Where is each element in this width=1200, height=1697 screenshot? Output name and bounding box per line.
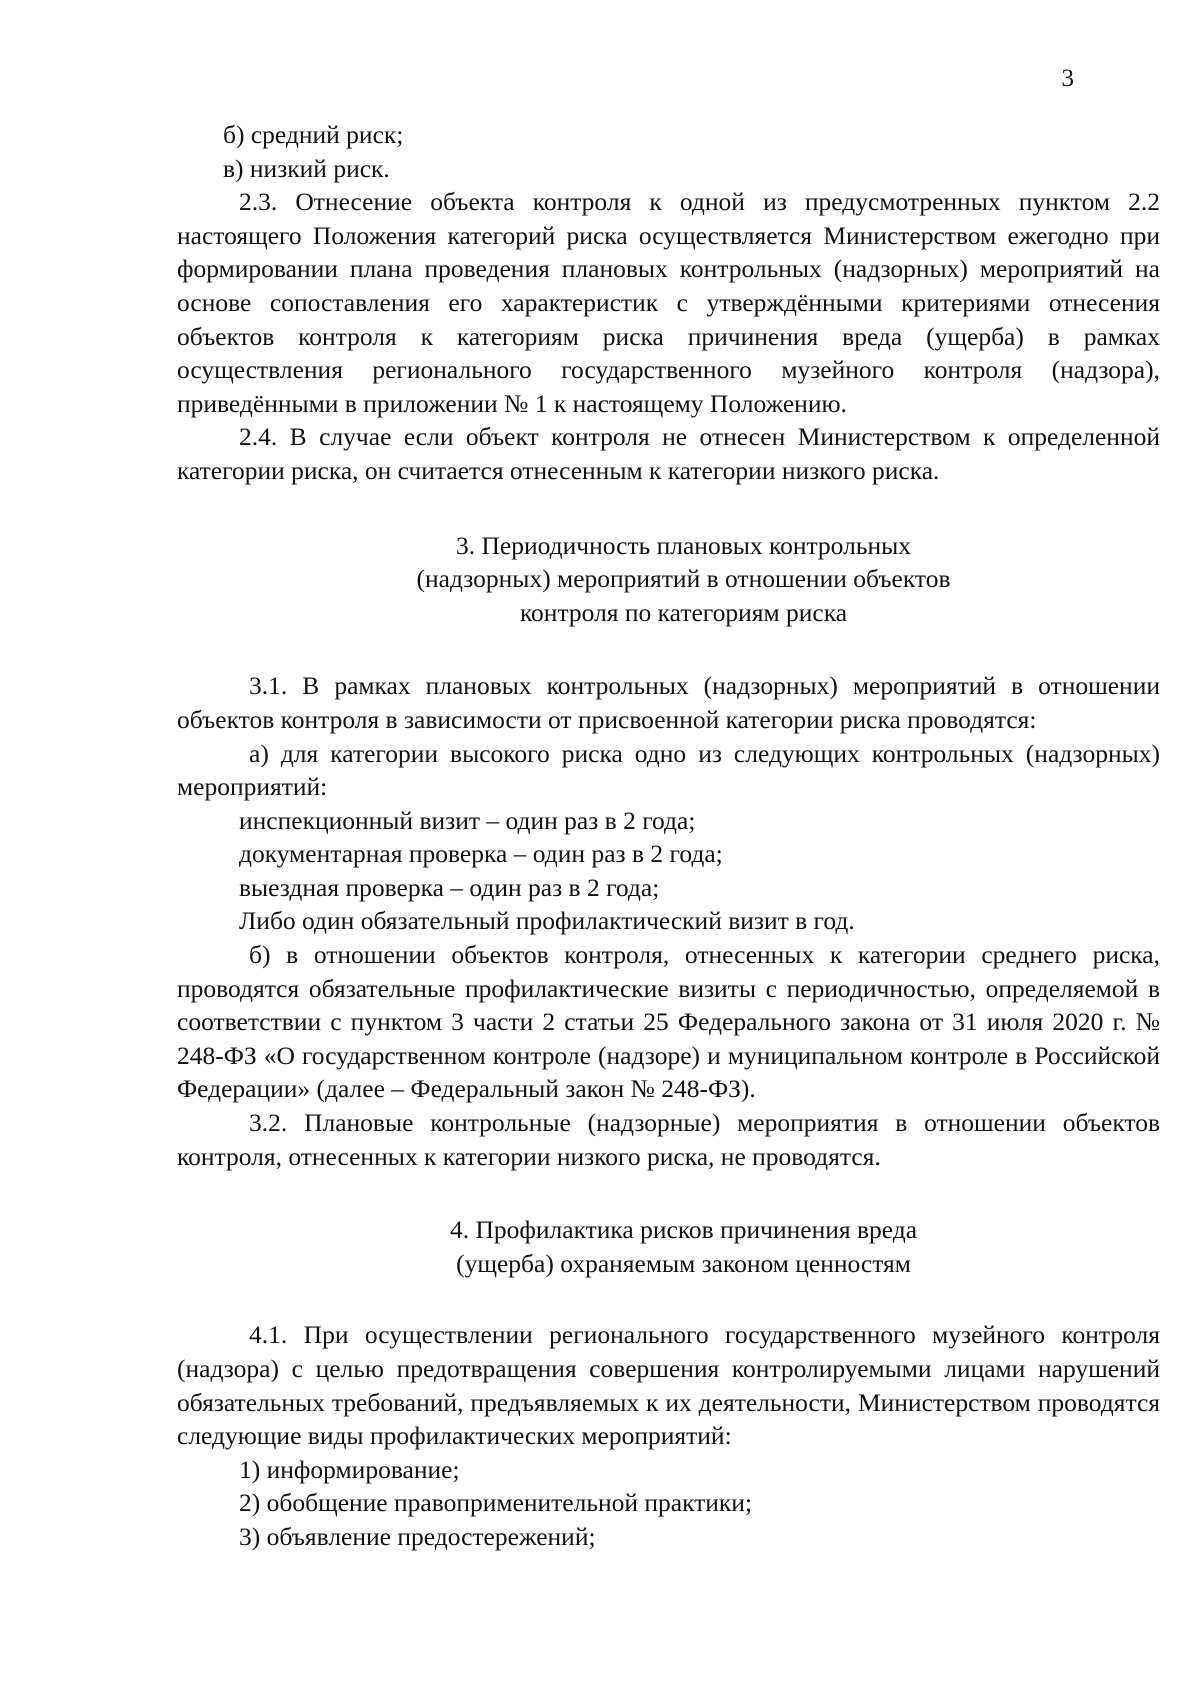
paragraph-3-1-b: б) в отношении объектов контроля, отнесенных к категории среднего риска, проводятся обязательные профилактические визиты с периодичностью, определяемой в соответствии с пунктом 3 части 2 статьи 25 Федерального закона от 31 июля 2020 г. № 248-ФЗ «О государственном контроле (надзоре) и муниципальном контроле в Российской Федерации» (далее – Федеральный закон № 248-ФЗ). bbox=[177, 940, 1160, 1104]
paragraph-4-1: 4.1. При осуществлении регионального государственного музейного контроля (надзора) с целью предотвращения совершения контролируемыми лицами нарушений обязательных требований, предъявляемых к их деятельности, Министерством проводятся следующие виды профилактических мероприятий: bbox=[177, 1320, 1160, 1451]
section-4-heading-line-1: 4. Профилактика рисков причинения вреда bbox=[449, 1215, 918, 1245]
list-item-field-check: выездная проверка – один раз в 2 года; bbox=[239, 872, 660, 902]
risk-item-medium: б) средний риск; bbox=[223, 120, 404, 149]
list-item-practice-summary: 2) обобщение правоприменительной практики; bbox=[239, 1488, 753, 1518]
section-3-heading-line-2: (надзорных) мероприятий в отношении объектов bbox=[416, 564, 951, 594]
list-item-informing: 1) информирование; bbox=[239, 1454, 460, 1484]
paragraph-2-3: 2.3. Отнесение объекта контроля к одной из предусмотренных пунктом 2.2 настоящего Положения категорий риска осуществляется Министерством ежегодно при формировании плана проведения плановых контрольных (надзорных) мероприятий на основе сопоставления его характеристик с утверждёнными критериями отнесения объектов контроля к категориям риска причинения вреда (ущерба) в рамках осуществления регионального государственного музейного контроля (надзора), приведёнными в приложении № 1 к настоящему Положению. bbox=[177, 187, 1160, 418]
page-number: 3 bbox=[1061, 65, 1074, 92]
list-item-warnings: 3) объявление предостережений; bbox=[239, 1521, 596, 1551]
list-item-documentary-check: документарная проверка – один раз в 2 года; bbox=[239, 839, 723, 869]
paragraph-2-4: 2.4. В случае если объект контроля не отнесен Министерством к определенной категории риска, он считается отнесенным к категории низкого риска. bbox=[177, 422, 1160, 485]
section-3-heading bbox=[177, 529, 1160, 630]
section-3-heading-line-3: контроля по категориям риска bbox=[519, 597, 848, 627]
document-body bbox=[177, 118, 1160, 1554]
list-item-prophylactic-visit: Либо один обязательный профилактический визит в год. bbox=[239, 906, 855, 936]
section-4-heading bbox=[177, 1213, 1160, 1280]
paragraph-3-1-a: а) для категории высокого риска одно из следующих контрольных (надзорных) мероприятий: bbox=[177, 738, 1160, 802]
list-item-inspection-visit: инспекционный визит – один раз в 2 года; bbox=[239, 805, 696, 835]
paragraph-3-1: 3.1. В рамках плановых контрольных (надзорных) мероприятий в отношении объектов контроля в зависимости от присвоенной категории риска проводятся: bbox=[177, 671, 1160, 734]
section-4-heading-line-2: (ущерба) охраняемым законом ценностям bbox=[456, 1248, 911, 1278]
paragraph-3-2: 3.2. Плановые контрольные (надзорные) мероприятия в отношении объектов контроля, отнесенных к категории низкого риска, не проводятся. bbox=[177, 1108, 1160, 1171]
risk-item-low: в) низкий риск. bbox=[223, 153, 390, 183]
section-3-heading-line-1: 3. Периодичность плановых контрольных bbox=[456, 530, 911, 560]
